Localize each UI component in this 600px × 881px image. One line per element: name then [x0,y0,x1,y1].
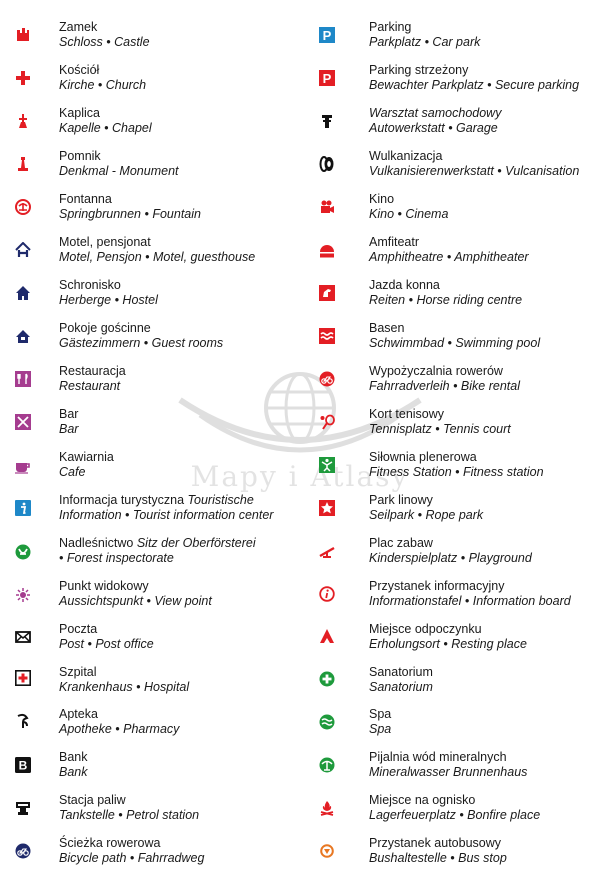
label-de-en: Autowerkstatt • Garage [369,121,498,135]
tennis-icon [319,414,335,430]
label-de-en: Bushaltestelle • Bus stop [369,851,507,865]
label-de-extra: Touristische [187,493,254,507]
label-de-en: Post • Post office [59,637,154,651]
svg-text:B: B [18,758,28,773]
fountain-icon [15,199,31,215]
label-de-en: Parkplatz • Car park [369,35,481,49]
bonfire-icon [319,800,335,816]
hospital-icon [15,670,31,686]
label-pl: Parking [369,20,412,34]
label-de-en: Erholungsort • Resting place [369,637,527,651]
label-pl: Fontanna [59,192,112,206]
label-de-en: Fahrradverleih • Bike rental [369,379,520,393]
label-de-en: Schloss • Castle [59,35,150,49]
label-pl: Ścieżka rowerowa [59,836,161,850]
pharmacy-icon [15,713,31,729]
label-pl: Restauracja [59,364,126,378]
bank-icon [15,757,31,773]
label-pl: Szpital [59,665,97,679]
label-pl: Kościół [59,63,100,77]
fitness-icon [319,457,335,473]
label-pl: Basen [369,321,405,335]
bus-stop-icon [319,843,335,859]
info-board-icon [319,586,335,602]
garage-icon [319,113,335,129]
resting-place-icon [319,628,335,644]
label-pl: Schronisko [59,278,121,292]
label-de-en: Reiten • Horse riding centre [369,293,523,307]
playground-icon [319,543,335,559]
label-pl: Pomnik [59,149,101,163]
label-pl: Informacja turystyczna [59,493,185,507]
label-pl: Punkt widokowy [59,579,149,593]
info-icon [15,500,31,516]
label-pl: Wypożyczalnia rowerów [369,364,503,378]
label-de-en: Vulkanisierenwerkstatt • Vulcanisation [369,164,580,178]
restaurant-icon [15,371,31,387]
amphitheatre-icon [319,243,335,259]
label-de-en: Informationstafel • Information board [369,594,571,608]
label-pl: Amfiteatr [369,235,420,249]
envelope-icon [15,629,31,645]
label-pl: Przystanek autobusowy [369,836,502,850]
label-de-en: Tennisplatz • Tennis court [369,422,511,436]
label-de-en: Herberge • Hostel [59,293,158,307]
secure-parking-icon [319,70,335,86]
parking-icon [319,27,335,43]
tyre-icon [319,156,335,172]
label-pl: Kaplica [59,106,100,120]
label-de-en: Bewachter Parkplatz • Secure parking [369,78,580,92]
label-pl: Przystanek informacyjny [369,579,505,593]
rope-park-icon [319,500,335,516]
church-icon [15,70,31,86]
cafe-icon [15,458,31,474]
label-pl: Wulkanizacja [369,149,443,163]
bar-icon [15,414,31,430]
label-de-en: Information • Tourist information center [59,508,274,522]
label-de-en: Seilpark • Rope park [369,508,484,522]
label-de-en: Tankstelle • Petrol station [59,808,200,822]
label-pl: Bank [59,750,88,764]
label-pl: Stacja paliw [59,793,126,807]
label-de-en: Bank [59,765,88,779]
label-de-en: Bar [59,422,79,436]
label-pl: Sanatorium [369,665,433,679]
label-pl: Miejsce na ognisko [369,793,476,807]
label-de-en: Bicycle path • Fahrradweg [59,851,205,865]
label-de-en: Amphitheatre • Amphitheater [369,250,529,264]
forest-inspectorate-icon [15,544,31,560]
label-de-en: Spa [369,722,392,736]
label-de-extra: Sitz der Oberförsterei [136,536,256,550]
label-pl: Pijalnia wód mineralnych [369,750,507,764]
label-pl: Kawiarnia [59,450,114,464]
label-de-en: Aussichtspunkt • View point [59,594,212,608]
label-pl: Miejsce odpoczynku [369,622,482,636]
label-de-en: Krankenhaus • Hospital [59,680,190,694]
label-pl: Zamek [59,20,98,34]
horse-icon [319,285,335,301]
label-de-en: Apotheke • Pharmacy [59,722,180,736]
label-pl: Spa [369,707,392,721]
fuel-pump-icon [15,800,31,816]
label-pl: Kino [369,192,395,206]
label-pl: Jazda konna [369,278,440,292]
label-pl: Motel, pensjonat [59,235,151,249]
label-pl: Kort tenisowy [369,407,445,421]
sanatorium-icon [319,671,335,687]
label-de-en: Kinderspielplatz • Playground [369,551,532,565]
hostel-icon [15,285,31,301]
label-pl: Pokoje gościnne [59,321,151,335]
label-pl: Nadleśnictwo [59,536,134,550]
label-pl: Bar [59,407,79,421]
label-de-en: Gästezimmern • Guest rooms [59,336,224,350]
castle-icon [15,26,31,42]
camera-icon [319,199,335,215]
label-de-en: Springbrunnen • Fountain [59,207,201,221]
label-de-en: Denkmal - Monument [59,164,179,178]
label-de-en: Cafe [59,465,86,479]
label-de-en: Fitness Station • Fitness station [369,465,544,479]
label-pl: Plac zabaw [369,536,433,550]
label-de-en: Motel, Pensjon • Motel, guesthouse [59,250,256,264]
monument-icon [15,156,31,172]
label-pl: Apteka [59,707,98,721]
label-de-en: Schwimmbad • Swimming pool [369,336,541,350]
label-de-en: Restaurant [59,379,121,393]
guest-rooms-icon [15,328,31,344]
spa-icon [319,714,335,730]
svg-text:P: P [322,71,332,86]
bike-rental-icon [319,371,335,387]
label-de-en: Lagerfeuerplatz • Bonfire place [369,808,541,822]
watermark-text: Mapy i Atlasy [190,460,410,493]
label-de-en: Sanatorium [369,680,433,694]
label-pl: Poczta [59,622,98,636]
label-pl: Parking strzeżony [369,63,469,77]
label-de-en: • Forest inspectorate [59,551,174,565]
label-pl: Warsztat samochodowy [369,106,502,120]
label-de-en: Mineralwasser Brunnenhaus [369,765,528,779]
chapel-icon [15,113,31,129]
label-pl: Siłownia plenerowa [369,450,477,464]
mineral-water-icon [319,757,335,773]
label-de-en: Kino • Cinema [369,207,449,221]
view-point-icon [15,587,31,603]
bicycle-icon [15,843,31,859]
swimming-pool-icon [319,328,335,344]
label-de-en: Kapelle • Chapel [59,121,152,135]
label-pl: Park linowy [369,493,433,507]
motel-icon [15,242,31,258]
svg-text:P: P [322,28,332,43]
label-de-en: Kirche • Church [59,78,147,92]
